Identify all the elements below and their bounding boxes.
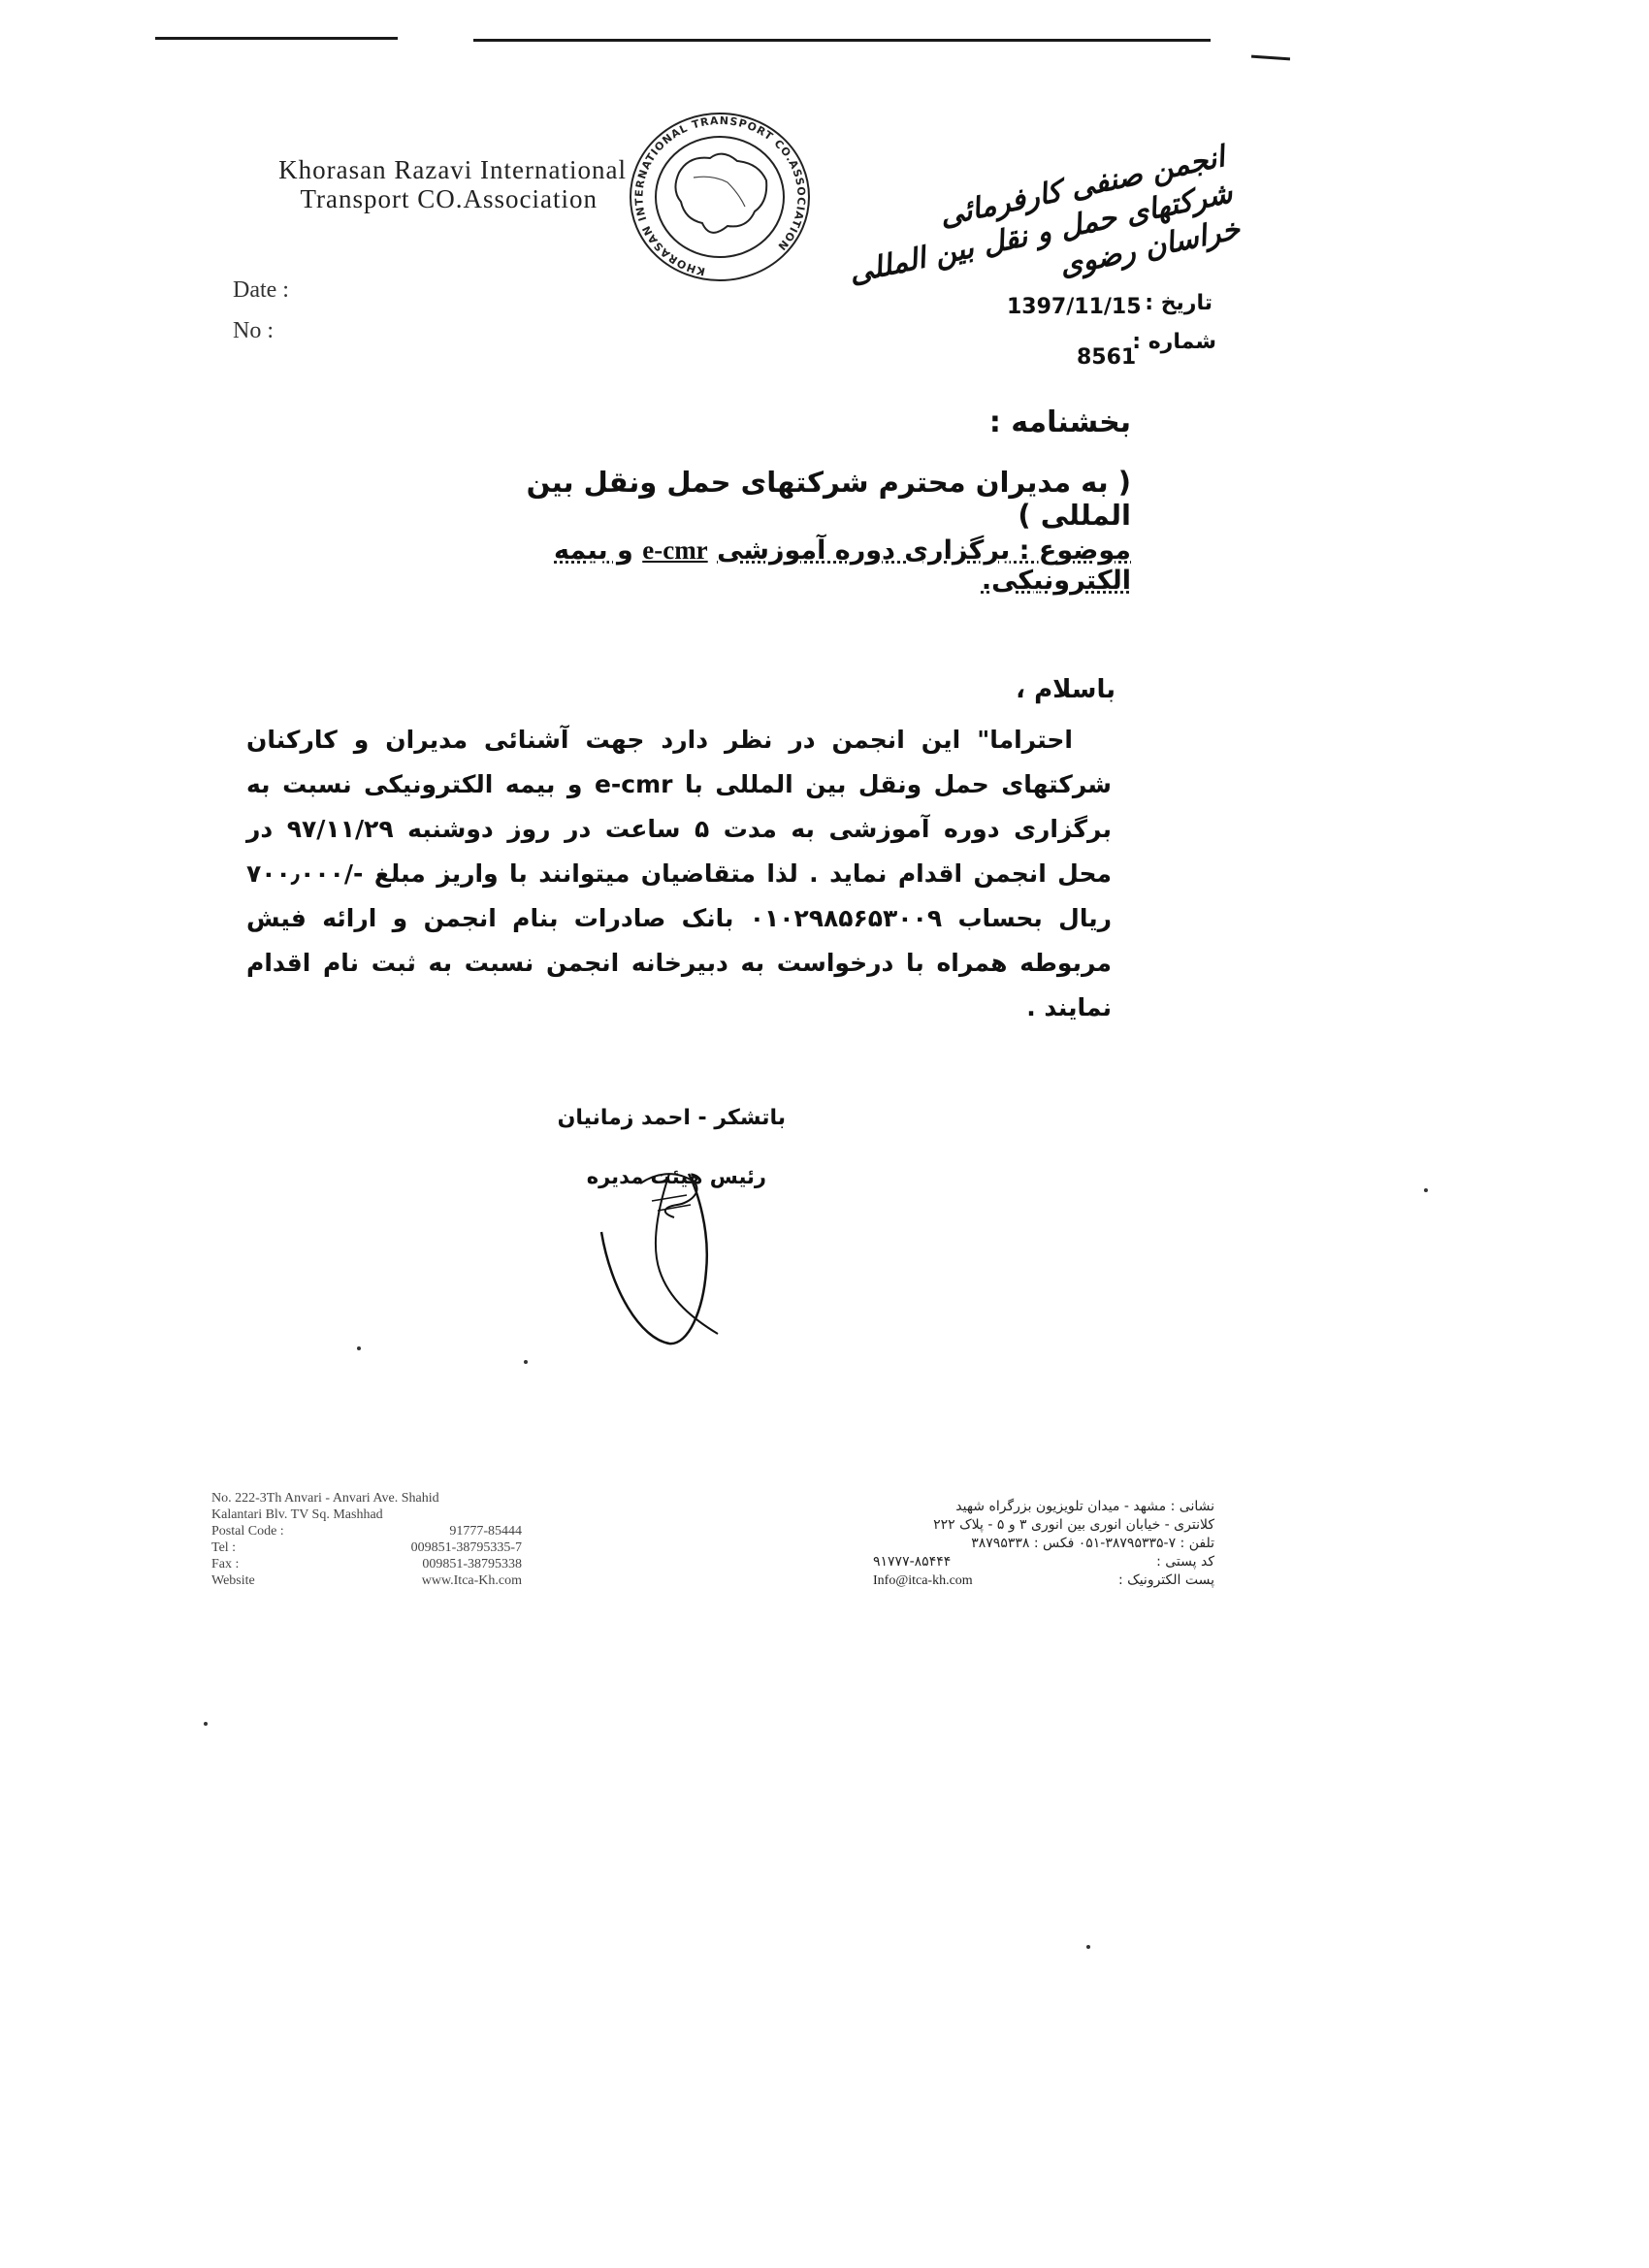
date-value: 1397/11/15 xyxy=(1007,295,1142,319)
footer-en-website: Website www.Itca-Kh.com xyxy=(211,1573,522,1588)
svg-text:KHORASAN INTERNATIONAL TRANSPO: KHORASAN INTERNATIONAL TRANSPORT CO.ASSOCIATION xyxy=(632,113,808,278)
date-label-en: Date : xyxy=(233,277,289,303)
org-name-en-line2: Transport CO.Association xyxy=(300,184,598,213)
scan-speck xyxy=(204,1722,208,1726)
org-name-fa: انجمن صنفی کارفرمائی شرکتهای حمل و نقل بین المللی خراسان رضوی xyxy=(846,140,1244,291)
footer-en-fax: Fax : 009851-38795338 xyxy=(211,1557,522,1571)
date-label-fa: تاریخ : xyxy=(1145,291,1212,315)
scan-speck xyxy=(524,1360,528,1364)
subject-suffix: و بیمه الکترونیکی. xyxy=(554,535,1131,596)
subject-prefix: موضوع : برگزاری دوره آموزشی xyxy=(717,535,1131,566)
signature-title: رئیس هیئت مدیره xyxy=(586,1165,766,1188)
footer-address-fa xyxy=(873,1498,1214,1590)
number-label-en: No : xyxy=(233,318,274,343)
number-label-fa: شماره : xyxy=(1132,330,1216,354)
greeting: باسلام ، xyxy=(1016,675,1116,704)
org-name-en-line1: Khorasan Razavi International xyxy=(278,155,627,184)
body-paragraph: احتراما" این انجمن در نظر دارد جهت آشنائی مدیران و کارکنان شرکتهای حمل ونقل بین المللی با e-cmr و بیمه الکترونیکی نسبت به برگزاری دوره آموزشی به مدت ۵ ساعت در روز دوشنبه ۹۷/۱۱/۲۹ در محل انجمن اقدام نماید . لذا متقاضیان میتوانند با واریز مبلغ -/۷۰۰٫۰۰۰ ریال بحساب ۰۱۰۲۹۸۵۶۵۳۰۰۹ بانک صادرات بنام انجمن و ارائه فیش مربوطه همراه با درخواست به دبیرخانه انجمن نسبت به ثبت نام اقدام نمایند . xyxy=(246,726,1112,1021)
footer-fa-line-2: کلانتری - خیابان انوری بین انوری ۳ و ۵ - پلاک ۲۲۲ xyxy=(933,1517,1214,1533)
seal-icon xyxy=(621,105,820,289)
footer-fa-line-1: نشانی : مشهد - میدان تلویزیون بزرگراه شهید xyxy=(955,1499,1214,1514)
footer-fa-email: پست الکترونیک : Info@itca-kh.com xyxy=(873,1572,1214,1588)
signature-scribble-icon xyxy=(582,1145,747,1358)
footer-address-en xyxy=(211,1490,522,1589)
number-value: 8561 xyxy=(1077,345,1137,370)
handwritten-signature xyxy=(582,1145,747,1358)
footer-en-line-1: No. 222-3Th Anvari - Anvari Ave. Shahid xyxy=(211,1491,439,1506)
footer-en-postal: Postal Code : 91777-85444 xyxy=(211,1524,522,1539)
footer-en-tel: Tel : 009851-38795335-7 xyxy=(211,1540,522,1555)
subject-term: e-cmr xyxy=(642,535,708,565)
circular-label: بخشنامه : xyxy=(988,405,1131,439)
addressee-line: ( به مدیران محترم شرکتهای حمل ونقل بین المللی ) xyxy=(526,466,1131,532)
subject-line xyxy=(407,535,1131,596)
scan-speck xyxy=(1424,1188,1428,1192)
org-name-en xyxy=(239,155,627,213)
footer-fa-phone: تلفن : ۷-۳۸۷۹۵۳۳۵-۰۵۱ فکس : ۳۸۷۹۵۳۳۸ xyxy=(971,1536,1214,1551)
footer-fa-postal: کد پستی : ۹۱۷۷۷-۸۵۴۴۴ xyxy=(873,1554,1214,1570)
scan-speck xyxy=(357,1346,361,1350)
signature-closing: باتشکر - احمد زمانیان xyxy=(557,1106,786,1130)
scan-line-right xyxy=(1251,55,1290,61)
scan-line-middle xyxy=(473,39,1211,42)
association-seal xyxy=(621,105,820,289)
footer-en-line-2: Kalantari Blv. TV Sq. Mashhad xyxy=(211,1507,383,1522)
scan-speck xyxy=(1086,1945,1090,1949)
scan-line-left xyxy=(155,37,398,40)
